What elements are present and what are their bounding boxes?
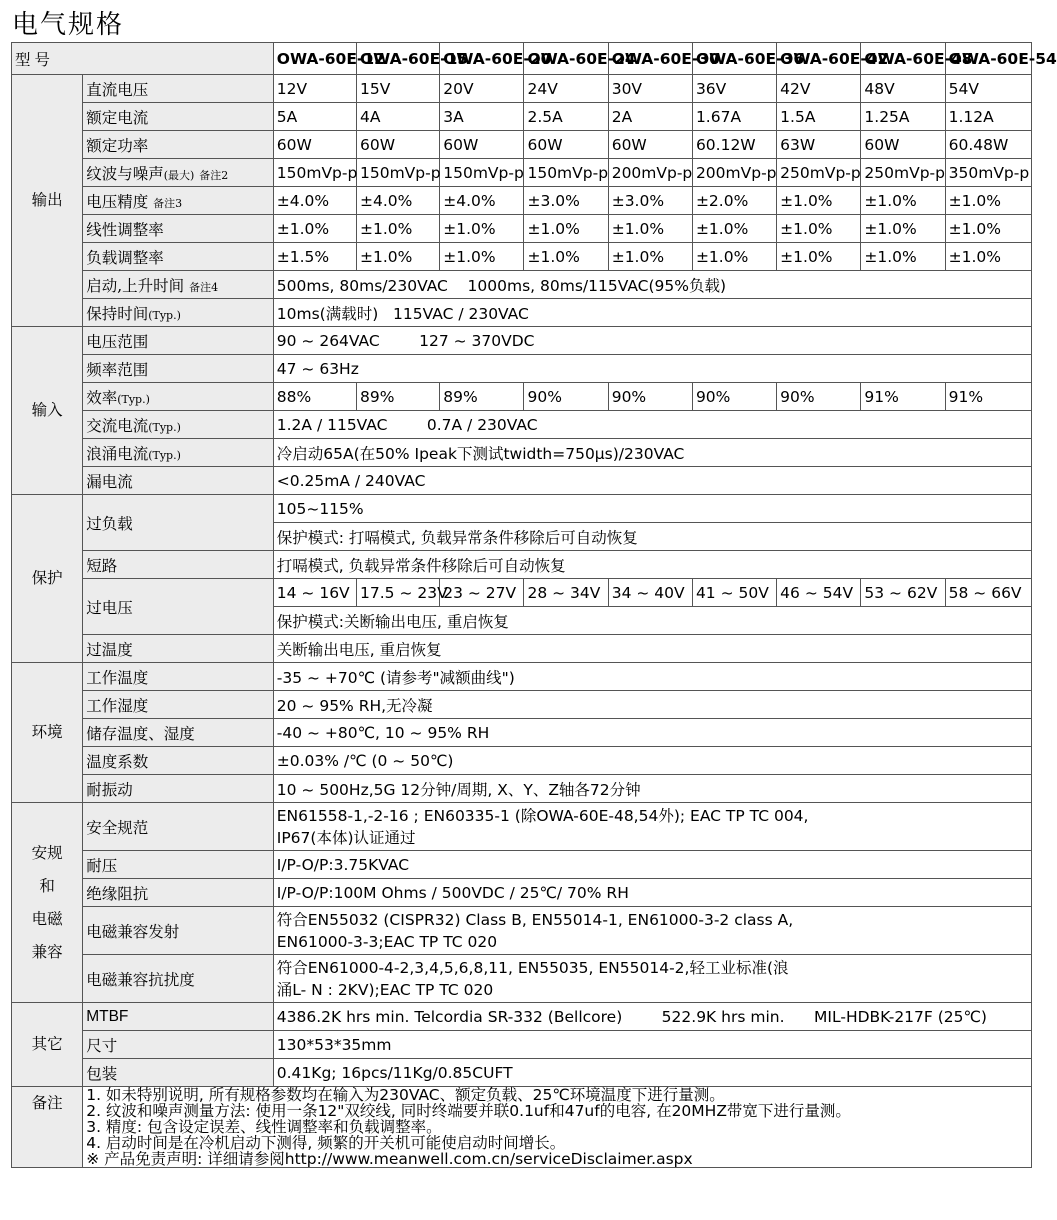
value-line: 符合EN61000-4-2,3,4,5,6,8,11, EN55035, EN55014-2,轻工业标准(浪: [276, 958, 789, 977]
row-emc-emission: [12, 907, 1032, 955]
value-cell: 34 ~ 40V: [608, 579, 692, 607]
value-cell: 1.2A / 115VAC 0.7A / 230VAC: [273, 411, 1031, 439]
value-cell: 63W: [777, 131, 861, 159]
value-cell: 90%: [608, 383, 692, 411]
value-cell: ±4.0%: [273, 187, 356, 215]
row-label: 尺寸: [83, 1031, 274, 1059]
value-cell: ±1.0%: [861, 187, 945, 215]
category-safety-emc: [12, 803, 83, 1003]
value-cell: ±2.0%: [692, 187, 776, 215]
row-storage: [12, 719, 1032, 747]
note-line: 4. 启动时间是在冷机启动下测得, 频繁的开关机可能使启动时间增长。: [86, 1134, 566, 1152]
row-label: 额定功率: [83, 131, 274, 159]
model-cell: OWA-60E-24: [524, 43, 608, 75]
row-label: 频率范围: [83, 355, 274, 383]
value-cell: ±1.0%: [861, 215, 945, 243]
row-temp-coeff: [12, 747, 1032, 775]
value-cell: <0.25mA / 240VAC: [273, 467, 1031, 495]
label-small: (Typ.): [148, 308, 181, 322]
row-label: 负载调整率: [83, 243, 274, 271]
row-rated-current: [12, 103, 1032, 131]
value-cell: ±1.0%: [945, 243, 1031, 271]
value-cell: ±1.0%: [692, 215, 776, 243]
value-cell: 41 ~ 50V: [692, 579, 776, 607]
value-cell: 冷启动65A(在50% Ipeak下测试twidth=750μs)/230VAC: [273, 439, 1031, 467]
value-cell: 46 ~ 54V: [777, 579, 861, 607]
value-cell: 60W: [440, 131, 524, 159]
value-cell: 36V: [692, 75, 776, 103]
value-cell: 17.5 ~ 23V: [357, 579, 440, 607]
row-label: 耐压: [83, 851, 274, 879]
row-label: [83, 187, 274, 215]
value-cell: 3A: [440, 103, 524, 131]
value-cell: 53 ~ 62V: [861, 579, 945, 607]
value-cell: 200mVp-p: [692, 159, 776, 187]
row-label: MTBF: [83, 1003, 274, 1031]
row-label: 安全规范: [83, 803, 274, 851]
row-label: 温度系数: [83, 747, 274, 775]
model-label: 型号: [12, 43, 274, 75]
value-cell: 60W: [861, 131, 945, 159]
value-cell: 48V: [861, 75, 945, 103]
value-cell: 4A: [357, 103, 440, 131]
model-cell: OWA-60E-12: [273, 43, 356, 75]
row-label: [83, 411, 274, 439]
row-ripple: [12, 159, 1032, 187]
value-cell: 保护模式: 打嗝模式, 负载异常条件移除后可自动恢复: [273, 523, 1031, 551]
row-leakage: [12, 467, 1032, 495]
row-voltage-tolerance: [12, 187, 1032, 215]
value-cell: 24V: [524, 75, 608, 103]
value-cell: 150mVp-p: [440, 159, 524, 187]
value-cell: 60.12W: [692, 131, 776, 159]
value-cell: 54V: [945, 75, 1031, 103]
value-cell: 47 ~ 63Hz: [273, 355, 1031, 383]
model-cell: OWA-60E-42: [777, 43, 861, 75]
label-text: 交流电流: [86, 416, 149, 435]
value-cell: 23 ~ 27V: [440, 579, 524, 607]
row-dc-voltage: [12, 75, 1032, 103]
row-withstand: [12, 851, 1032, 879]
row-dimension: [12, 1031, 1032, 1059]
row-label: 电压范围: [83, 327, 274, 355]
value-cell: 60W: [608, 131, 692, 159]
row-label: 过负载: [83, 495, 274, 551]
value-cell: ±1.0%: [524, 243, 608, 271]
row-label: 耐振动: [83, 775, 274, 803]
row-over-temp: [12, 635, 1032, 663]
row-hold-time: [12, 299, 1032, 327]
row-label: 短路: [83, 551, 274, 579]
row-emc-immunity: [12, 955, 1032, 1003]
note-line: 3. 精度: 包含设定误差、线性调整率和负载调整率。: [86, 1118, 442, 1136]
row-label: 过电压: [83, 579, 274, 635]
value-cell: 89%: [440, 383, 524, 411]
spec-table: [11, 42, 1057, 1168]
model-cell: OWA-60E-36: [692, 43, 776, 75]
row-label: 额定电流: [83, 103, 274, 131]
value-cell: ±1.0%: [777, 187, 861, 215]
row-label: [83, 383, 274, 411]
value-cell: ±4.0%: [357, 187, 440, 215]
category-environment: 环境: [12, 663, 83, 803]
value-cell: 200mVp-p: [608, 159, 692, 187]
note-line: 2. 纹波和噪声测量方法: 使用一条12"双绞线, 同时终端要并联0.1uf和47uf的电容, 在20MHZ带宽下进行量测。: [86, 1102, 851, 1120]
value-cell: 150mVp-p: [524, 159, 608, 187]
row-label: 电磁兼容抗扰度: [83, 955, 274, 1003]
value-cell: 28 ~ 34V: [524, 579, 608, 607]
value-cell: 91%: [945, 383, 1031, 411]
value-line: 符合EN55032 (CISPR32) Class B, EN55014-1, EN61000-3-2 class A,: [276, 910, 794, 929]
value-cell: ±1.0%: [524, 215, 608, 243]
label-text: 保持时间: [86, 304, 149, 323]
label-text: 浪涌电流: [86, 444, 149, 463]
row-packing: [12, 1059, 1032, 1087]
model-cell: OWA-60E-54: [945, 43, 1031, 75]
value-cell: 105~115%: [273, 495, 1031, 523]
value-cell: 350mVp-p: [945, 159, 1031, 187]
value-cell: 150mVp-p: [357, 159, 440, 187]
value-cell: 5A: [273, 103, 356, 131]
value-cell: 60W: [273, 131, 356, 159]
value-cell: ±1.0%: [861, 243, 945, 271]
value-cell: 12V: [273, 75, 356, 103]
model-cell: OWA-60E-20: [440, 43, 524, 75]
value-cell: ±1.0%: [608, 215, 692, 243]
value-cell: ±1.0%: [440, 243, 524, 271]
category-line: 电磁: [31, 909, 63, 928]
value-cell: ±1.0%: [945, 187, 1031, 215]
model-cell: OWA-60E-15: [357, 43, 440, 75]
value-cell: I/P-O/P:3.75KVAC: [273, 851, 1031, 879]
row-frequency: [12, 355, 1032, 383]
value-cell: 15V: [357, 75, 440, 103]
value-cell: ±1.0%: [608, 243, 692, 271]
label-small: (Typ.): [148, 448, 181, 462]
row-overload: [12, 495, 1032, 523]
value-cell: 90 ~ 264VAC 127 ~ 370VDC: [273, 327, 1031, 355]
row-over-voltage: [12, 579, 1032, 607]
value-cell: 89%: [357, 383, 440, 411]
value-cell: 42V: [777, 75, 861, 103]
value-cell: [273, 803, 1031, 851]
value-cell: ±1.0%: [357, 215, 440, 243]
value-cell: 打嗝模式, 负载异常条件移除后可自动恢复: [273, 551, 1031, 579]
row-label: 绝缘阻抗: [83, 879, 274, 907]
model-row: [12, 43, 1032, 75]
note-ref: 备注4: [189, 280, 219, 294]
value-cell: 2.5A: [524, 103, 608, 131]
value-cell: 90%: [777, 383, 861, 411]
row-short-circuit: [12, 551, 1032, 579]
row-label: 储存温度、湿度: [83, 719, 274, 747]
value-cell: 4386.2K hrs min. Telcordia SR-332 (Bellcore) 522.9K hrs min. MIL-HDBK-217F (25℃): [273, 1003, 1031, 1031]
row-notes: [12, 1087, 1032, 1168]
row-setup-time: [12, 271, 1032, 299]
category-output: 输出: [12, 75, 83, 327]
value-cell: 10 ~ 500Hz,5G 12分钟/周期, X、Y、Z轴各72分钟: [273, 775, 1031, 803]
value-cell: ±1.0%: [945, 215, 1031, 243]
value-cell: 14 ~ 16V: [273, 579, 356, 607]
row-inrush: [12, 439, 1032, 467]
value-cell: I/P-O/P:100M Ohms / 500VDC / 25℃/ 70% RH: [273, 879, 1031, 907]
row-label: 工作温度: [83, 663, 274, 691]
value-cell: 保护模式:关断输出电压, 重启恢复: [273, 607, 1031, 635]
value-cell: ±0.03% /℃ (0 ~ 50℃): [273, 747, 1031, 775]
row-label: 线性调整率: [83, 215, 274, 243]
label-small: (Typ.): [117, 392, 150, 406]
row-label: [83, 299, 274, 327]
value-cell: 60W: [524, 131, 608, 159]
value-cell: 150mVp-p: [273, 159, 356, 187]
row-label: [83, 439, 274, 467]
row-load-regulation: [12, 243, 1032, 271]
value-line: EN61558-1,-2-16 ; EN60335-1 (除OWA-60E-48,54外); EAC TP TC 004,: [276, 806, 809, 825]
value-cell: 1.25A: [861, 103, 945, 131]
model-cell: OWA-60E-30: [608, 43, 692, 75]
row-safety-standards: [12, 803, 1032, 851]
note-line: ※ 产品免责声明: 详细请参阅http://www.meanwell.com.cn/serviceDisclaimer.aspx: [86, 1150, 693, 1168]
value-cell: ±3.0%: [524, 187, 608, 215]
label-text: 电压精度: [86, 192, 149, 211]
value-cell: 90%: [524, 383, 608, 411]
value-cell: 250mVp-p: [777, 159, 861, 187]
row-mtbf: [12, 1003, 1032, 1031]
row-label: 直流电压: [83, 75, 274, 103]
row-voltage-range: [12, 327, 1032, 355]
model-cell: OWA-60E-48: [861, 43, 945, 75]
label-text: 效率: [86, 388, 118, 407]
label-small: (Typ.): [148, 420, 181, 434]
label-text: 启动,上升时间: [86, 276, 185, 295]
value-cell: ±1.0%: [273, 215, 356, 243]
value-cell: ±1.0%: [777, 243, 861, 271]
value-cell: 1.5A: [777, 103, 861, 131]
row-label: [83, 159, 274, 187]
value-cell: ±1.0%: [777, 215, 861, 243]
value-cell: -40 ~ +80℃, 10 ~ 95% RH: [273, 719, 1031, 747]
row-working-humidity: [12, 691, 1032, 719]
value-cell: 88%: [273, 383, 356, 411]
value-cell: ±3.0%: [608, 187, 692, 215]
note-ref: 备注2: [199, 168, 229, 182]
value-cell: 60W: [357, 131, 440, 159]
row-label: 过温度: [83, 635, 274, 663]
category-input: 输入: [12, 327, 83, 495]
value-cell: 关断输出电压, 重启恢复: [273, 635, 1031, 663]
value-cell: 10ms(满载时) 115VAC / 230VAC: [273, 299, 1031, 327]
value-cell: 0.41Kg; 16pcs/11Kg/0.85CUFT: [273, 1059, 1031, 1087]
value-cell: [273, 955, 1031, 1003]
row-rated-power: [12, 131, 1032, 159]
value-cell: ±1.0%: [692, 243, 776, 271]
row-isolation: [12, 879, 1032, 907]
value-cell: 500ms, 80ms/230VAC 1000ms, 80ms/115VAC(95%负载): [273, 271, 1031, 299]
value-cell: 1.67A: [692, 103, 776, 131]
category-line: 和: [39, 876, 55, 895]
value-line: 涌L- N : 2KV);EAC TP TC 020: [276, 980, 494, 999]
label-text: 纹波与噪声: [86, 164, 164, 183]
value-cell: 130*53*35mm: [273, 1031, 1031, 1059]
value-cell: 1.12A: [945, 103, 1031, 131]
value-cell: 91%: [861, 383, 945, 411]
value-cell: ±4.0%: [440, 187, 524, 215]
value-cell: 90%: [692, 383, 776, 411]
category-protection: 保护: [12, 495, 83, 663]
value-cell: ±1.0%: [357, 243, 440, 271]
page-title: 电气规格: [12, 10, 125, 40]
row-label: 包装: [83, 1059, 274, 1087]
category-others: 其它: [12, 1003, 83, 1087]
category-line: 兼容: [31, 942, 63, 961]
value-cell: ±1.5%: [273, 243, 356, 271]
value-cell: [273, 907, 1031, 955]
value-line: IP67(本体)认证通过: [276, 828, 416, 847]
value-cell: 20V: [440, 75, 524, 103]
value-cell: -35 ~ +70℃ (请参考"减额曲线"): [273, 663, 1031, 691]
value-cell: 30V: [608, 75, 692, 103]
row-ac-current: [12, 411, 1032, 439]
row-label: 工作湿度: [83, 691, 274, 719]
value-cell: 60.48W: [945, 131, 1031, 159]
note-ref: 备注3: [153, 196, 183, 210]
row-label: [83, 271, 274, 299]
label-small: (最大): [163, 168, 195, 182]
value-cell: 2A: [608, 103, 692, 131]
row-label: 漏电流: [83, 467, 274, 495]
value-cell: 58 ~ 66V: [945, 579, 1031, 607]
row-label: 电磁兼容发射: [83, 907, 274, 955]
row-working-temp: [12, 663, 1032, 691]
value-cell: 250mVp-p: [861, 159, 945, 187]
value-line: EN61000-3-3;EAC TP TC 020: [276, 932, 498, 951]
notes-block: [83, 1087, 1032, 1168]
value-cell: 20 ~ 95% RH,无冷凝: [273, 691, 1031, 719]
value-cell: ±1.0%: [440, 215, 524, 243]
row-efficiency: [12, 383, 1032, 411]
category-notes: 备注: [12, 1087, 83, 1168]
row-line-regulation: [12, 215, 1032, 243]
row-vibration: [12, 775, 1032, 803]
category-line: 安规: [31, 843, 63, 862]
note-line: 1. 如未特别说明, 所有规格参数均在输入为230VAC、额定负载、25℃环境温度下进行量测。: [86, 1086, 725, 1104]
